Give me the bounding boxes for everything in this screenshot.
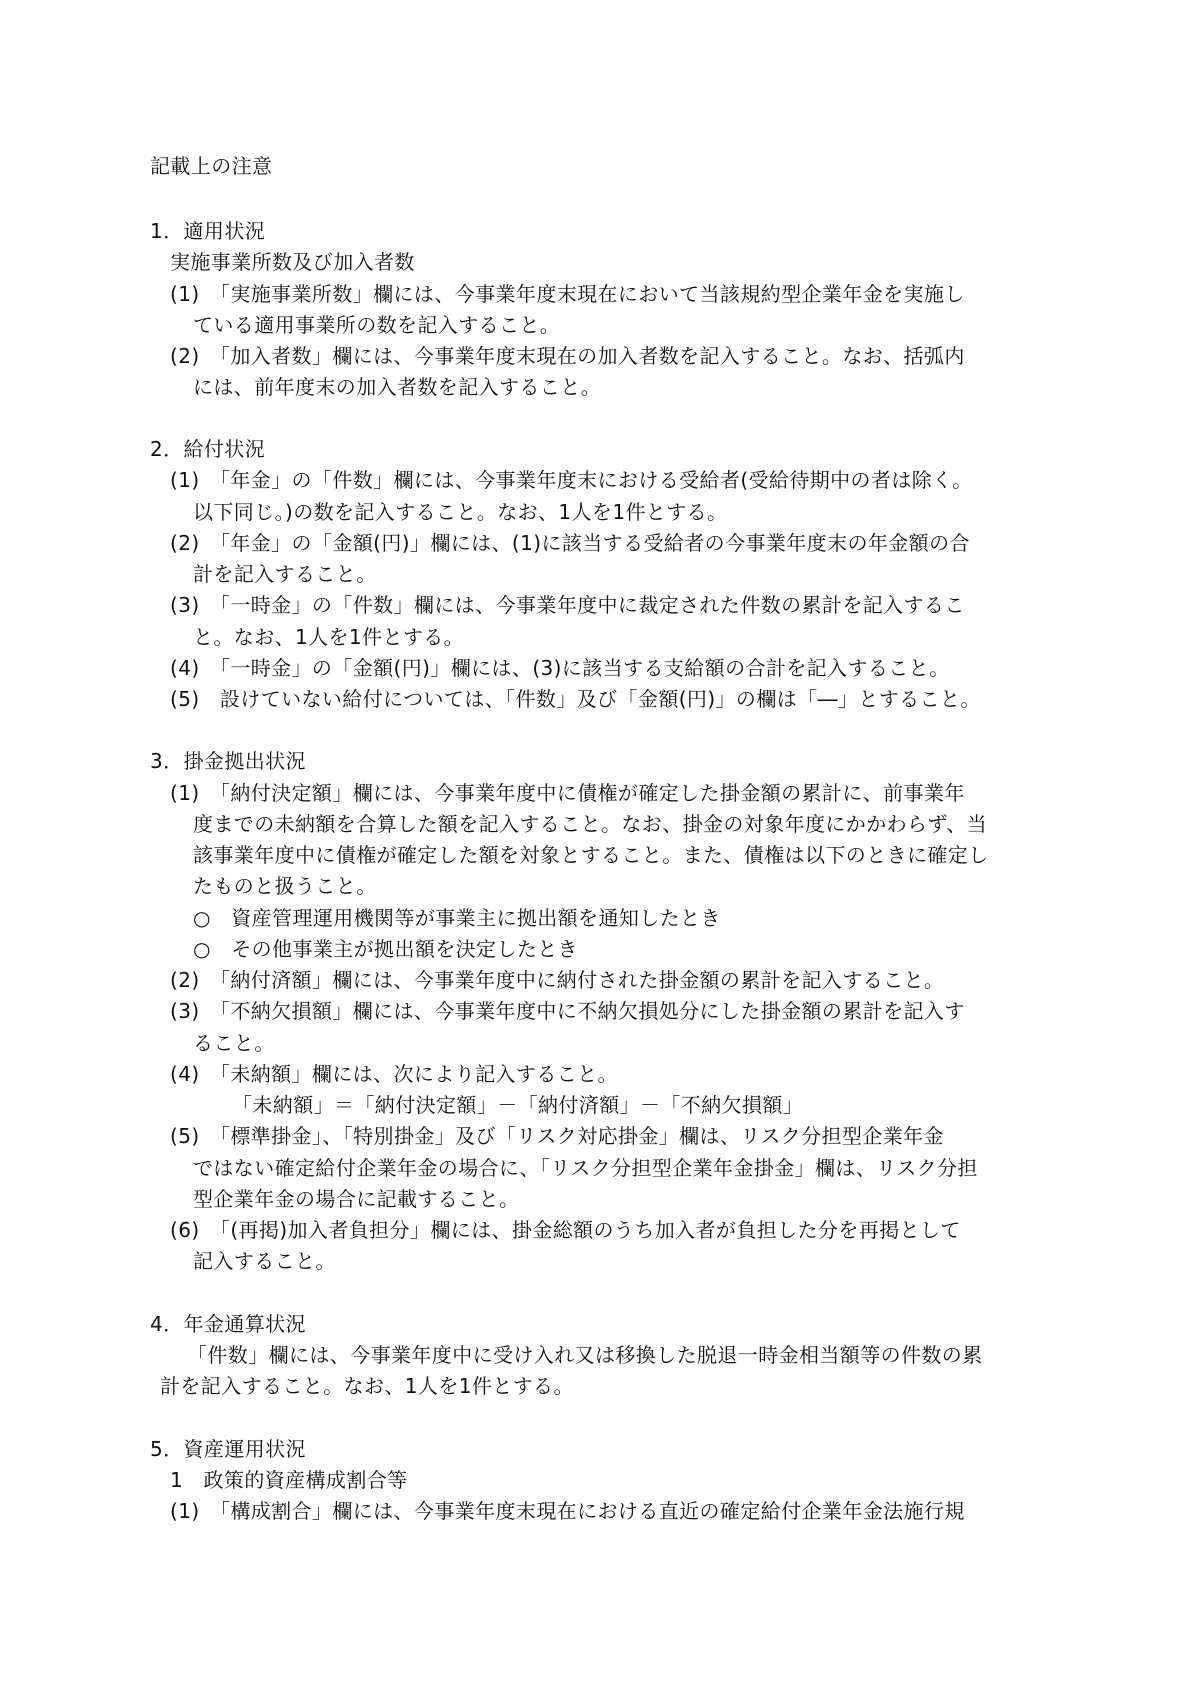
item-text-continued: たものと扱うこと。	[193, 874, 377, 898]
paragraph-text: 「件数」欄には、今事業年度中に受け入れ又は移換した脱退一時金相当額等の件数の累	[187, 1343, 983, 1367]
item-text: (1) 「納付決定額」欄には、今事業年度中に債権が確定した掛金額の累計に、前事業年	[170, 781, 965, 805]
paragraph-text-continued: 計を記入すること。なお、1人を1件とする。	[160, 1374, 574, 1398]
item-text: (1) 「年金」の「件数」欄には、今事業年度末における受給者(受給待期中の者は除く。	[170, 468, 973, 492]
item-text-continued: 計を記入すること。	[193, 562, 377, 586]
item-text: (4) 「一時金」の「金額(円)」欄には、(3)に該当する支給額の合計を記入すること。	[170, 656, 950, 680]
item-text-continued: 型企業年金の場合に記載すること。	[193, 1187, 520, 1211]
formula-line: 「未納額」＝「納付決定額」－「納付済額」－「不納欠損額」	[232, 1093, 804, 1117]
sub-heading: 実施事業所数及び加入者数	[170, 250, 415, 274]
item-text: (1) 「構成割合」欄には、今事業年度末現在における直近の確定給付企業年金法施行規	[170, 1499, 965, 1523]
item-text: (6) 「(再掲)加入者負担分」欄には、掛金総額のうち加入者が負担した分を再掲として	[170, 1218, 961, 1242]
item-text: (2) 「納付済額」欄には、今事業年度中に納付された掛金額の累計を記入すること。	[170, 968, 945, 992]
section-heading: 1．適用状況	[150, 219, 266, 243]
item-text-continued: と。なお、1人を1件とする。	[193, 625, 465, 649]
item-text: (1) 「実施事業所数」欄には、今事業年度末現在において当該規約型企業年金を実施し	[170, 282, 965, 306]
section-heading: 4．年金通算状況	[150, 1312, 306, 1336]
item-text-continued: 度までの未納額を合算した額を記入すること。なお、掛金の対象年度にかかわらず、当	[193, 812, 987, 836]
item-text: (5) 設けていない給付については、「件数」及び「金額(円)」の欄は「―」とすること。	[170, 687, 981, 711]
item-text-continued: 該事業年度中に債権が確定した額を対象とすること。また、債権は以下のときに確定し	[193, 843, 989, 867]
section-heading: 3．掛金拠出状況	[150, 749, 306, 773]
item-text-continued: 以下同じ。)の数を記入すること。なお、1人を1件とする。	[193, 500, 728, 524]
page-title: 記載上の注意	[150, 154, 273, 178]
item-text: (3) 「不納欠損額」欄には、今事業年度中に不納欠損処分にした掛金額の累計を記入す	[170, 999, 965, 1023]
section-heading: 5．資産運用状況	[150, 1437, 306, 1461]
item-text-continued: ている適用事業所の数を記入すること。	[193, 313, 561, 337]
section-heading: 2．給付状況	[150, 437, 266, 461]
item-text: (3) 「一時金」の「件数」欄には、今事業年度中に裁定された件数の累計を記入するこ	[170, 593, 965, 617]
bullet-item: ○ 資産管理運用機関等が事業主に拠出額を通知したとき	[193, 906, 721, 930]
item-text: (2) 「加入者数」欄には、今事業年度末現在の加入者数を記入すること。なお、括弧内	[170, 344, 965, 368]
sub-heading: 1 政策的資産構成割合等	[170, 1468, 408, 1492]
bullet-item: ○ その他事業主が拠出額を決定したとき	[193, 937, 579, 961]
item-text: (5) 「標準掛金」、「特別掛金」及び「リスク対応掛金」欄は、リスク分担型企業年金	[170, 1124, 944, 1148]
item-text: (4) 「未納額」欄には、次により記入すること。	[170, 1062, 618, 1086]
item-text-continued: 記入すること。	[193, 1249, 336, 1273]
item-text: (2) 「年金」の「金額(円)」欄には、(1)に該当する受給者の今事業年度末の年金額の合	[170, 531, 970, 555]
item-text-continued: ること。	[193, 1031, 275, 1055]
item-text-continued: には、前年度末の加入者数を記入すること。	[193, 375, 601, 399]
item-text-continued: ではない確定給付企業年金の場合に、「リスク分担型企業年金掛金」欄は、リスク分担	[193, 1156, 978, 1180]
